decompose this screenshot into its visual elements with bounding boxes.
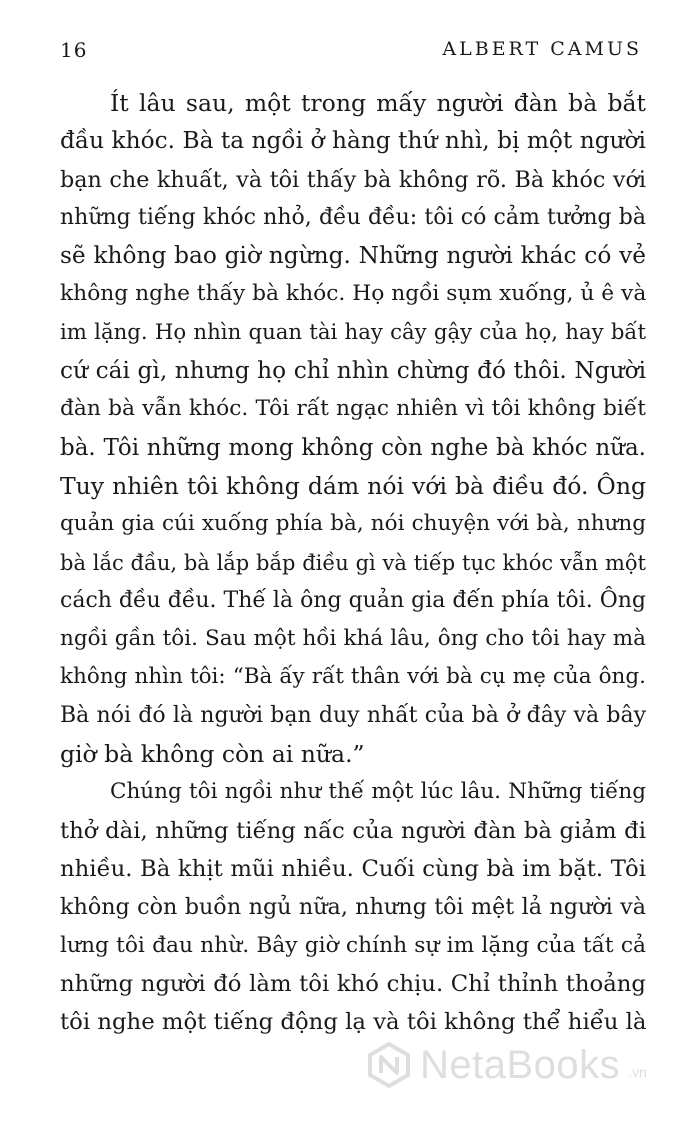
netabooks-watermark	[366, 1042, 647, 1088]
text-line: giờ bà không còn ai nữa.”	[60, 740, 365, 769]
netabooks-logo-icon	[366, 1042, 412, 1088]
text-line: nhiều. Bà khịt mũi nhiều. Cuối cùng bà im bặt. Tôi	[60, 855, 646, 882]
text-line: Bà nói đó là người bạn duy nhất của bà ở đây và bây	[60, 702, 646, 728]
text-line: bà. Tôi những mong không còn nghe bà khóc nữa.	[60, 434, 646, 461]
text-line: lưng tôi đau nhừ. Bây giờ chính sự im lặng của tất cả	[60, 932, 646, 958]
text-line: đầu khóc. Bà ta ngồi ở hàng thứ nhì, bị một người	[60, 127, 646, 155]
text-line: thở dài, những tiếng nấc của người đàn bà giảm đi	[60, 817, 646, 844]
running-head-author: ALBERT CAMUS	[442, 38, 642, 60]
text-line: ngồi gần tôi. Sau một hồi khá lâu, ông cho tôi hay mà	[60, 626, 646, 652]
watermark-suffix: .vn	[628, 1064, 647, 1080]
text-line: tôi nghe một tiếng động lạ và tôi không thể hiểu là	[60, 1009, 647, 1036]
text-line: Tuy nhiên tôi không dám nói với bà điều đó. Ông	[60, 471, 646, 500]
text-line: những người đó làm tôi khó chịu. Chỉ thỉnh thoảng	[60, 970, 646, 997]
text-line: cứ cái gì, nhưng họ chỉ nhìn chừng đó thôi. Người	[60, 357, 646, 385]
text-line: không còn buồn ngủ nữa, nhưng tôi mệt lả người và	[60, 894, 646, 921]
text-line: bạn che khuất, và tôi thấy bà không rõ. Bà khóc với	[60, 166, 646, 193]
page-number: 16	[60, 38, 88, 62]
text-line: không nghe thấy bà khóc. Họ ngồi sụm xuống, ủ ê và	[60, 281, 647, 307]
text-line: bà lắc đầu, bà lắp bắp điều gì và tiếp tục khóc vẫn một	[60, 550, 646, 575]
text-line: Ít lâu sau, một trong mấy người đàn bà bắt	[110, 89, 646, 117]
text-line: quản gia cúi xuống phía bà, nói chuyện với bà, nhưng	[60, 511, 646, 537]
text-line: những tiếng khóc nhỏ, đều đều: tôi có cảm tưởng bà	[60, 204, 646, 230]
text-line: im lặng. Họ nhìn quan tài hay cây gậy của họ, hay bất	[60, 319, 646, 345]
body-text	[60, 84, 646, 1041]
text-line: cách đều đều. Thế là ông quản gia đến phía tôi. Ông	[60, 587, 646, 613]
text-line: không nhìn tôi: “Bà ấy rất thân với bà cụ mẹ của ông.	[60, 664, 646, 690]
page-header	[60, 38, 642, 68]
text-line: sẽ không bao giờ ngừng. Những người khác có vẻ	[60, 242, 646, 270]
text-line: Chúng tôi ngồi như thế một lúc lâu. Những tiếng	[110, 779, 646, 805]
watermark-text: NetaBooks	[420, 1042, 621, 1087]
text-line: đàn bà vẫn khóc. Tôi rất ngạc nhiên vì tôi không biết	[60, 396, 646, 422]
